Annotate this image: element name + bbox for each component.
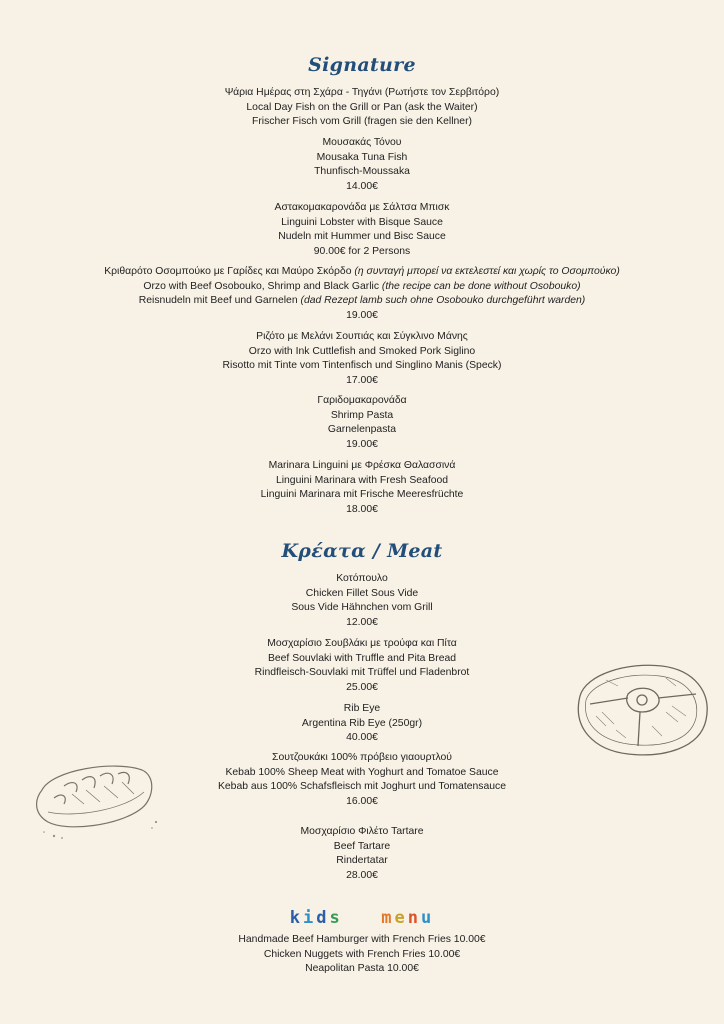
- item-german: Linguini Marinara mit Frische Meeresfrüchte: [260, 489, 464, 501]
- item-greek: Κοτόπουλο: [336, 573, 388, 584]
- item-german: Nudeln mit Hummer und Bisc Sauce: [278, 231, 446, 243]
- item-price: 25.00€: [346, 681, 378, 693]
- item-price: 19.00€: [346, 309, 378, 321]
- kids-letter: i: [303, 908, 317, 928]
- item-english: Mousaka Tuna Fish: [316, 151, 408, 163]
- item-price: 28.00€: [346, 869, 378, 881]
- item-english: Linguini Lobster with Bisque Sauce: [281, 216, 443, 228]
- item-english-line: [0, 280, 724, 295]
- item-english: Shrimp Pasta: [330, 409, 394, 421]
- menu-item: [0, 86, 724, 130]
- item-price: 40.00€: [346, 732, 378, 744]
- item-greek: Γαριδομακαρονάδα: [317, 395, 407, 406]
- menu-letter: n: [407, 908, 421, 928]
- item-german: Rindfleisch-Souvlaki mit Trüffel und Fladenbrot: [254, 667, 470, 679]
- menu-item: [0, 265, 724, 323]
- item-price: 18.00€: [346, 503, 378, 515]
- item-price: 19.00€: [346, 438, 378, 450]
- signature-title: Signature: [308, 54, 416, 76]
- menu-item: [0, 572, 724, 630]
- item-greek: Μοσχαρίσιο Σουβλάκι με τρούφα και Πίτα: [267, 638, 457, 649]
- item-greek: Αστακομακαρονάδα με Σάλτσα Μπισκ: [274, 202, 450, 213]
- kids-item: Chicken Nuggets with French Fries 10.00€: [263, 948, 461, 960]
- menu-letter: m: [381, 908, 395, 928]
- item-german: Garnelenpasta: [327, 424, 397, 436]
- item-price: 12.00€: [346, 616, 378, 628]
- item-english: Argentina Rib Eye (250gr): [301, 717, 423, 729]
- meat-title: Κρέατα / Meat: [281, 540, 443, 562]
- item-german: Kebab aus 100% Schafsfleisch mit Joghurt und Tomatensauce: [217, 781, 507, 793]
- item-english: Linguini Marinara with Fresh Seafood: [275, 474, 449, 486]
- kids-letter: k: [289, 908, 303, 928]
- menu-letter: u: [421, 908, 435, 928]
- kids-letter: d: [316, 908, 330, 928]
- item-german: Risotto mit Tinte vom Tintenfisch und Singlino Manis (Speck): [222, 360, 502, 372]
- item-greek: Rib Eye: [343, 703, 381, 714]
- item-greek: Κριθαρότο Οσομπούκο με Γαρίδες και Μαύρο Σκόρδο: [104, 266, 352, 277]
- item-greek: Ψάρια Ημέρας στη Σχάρα - Τηγάνι (Ρωτήστε τον Σερβιτόρο): [224, 87, 500, 98]
- item-german: Rindertatar: [336, 855, 388, 867]
- item-english: Beef Tartare: [333, 840, 391, 852]
- item-english-note: (the recipe can be done without Osobouko): [381, 280, 581, 292]
- kids-menu-title: [0, 908, 724, 928]
- menu-item: [0, 459, 724, 517]
- item-german: Sous Vide Hähnchen vom Grill: [291, 602, 433, 614]
- item-greek-note: (η συνταγή μπορεί να εκτελεστεί και χωρίς το Οσομπούκο): [354, 266, 620, 277]
- menu-item: [0, 330, 724, 388]
- item-price: 14.00€: [346, 180, 378, 192]
- item-german: Reisnudeln mit Beef und Garnelen: [138, 295, 298, 307]
- item-english: Beef Souvlaki with Truffle and Pita Bread: [267, 652, 457, 664]
- kids-menu-list: [0, 933, 724, 977]
- item-greek: Μοσχαρίσιο Φιλέτο Tartare: [300, 826, 424, 837]
- menu-item: [0, 394, 724, 452]
- item-english: Kebab 100% Sheep Meat with Yoghurt and Tomatoe Sauce: [225, 766, 499, 778]
- item-german-note: (dad Rezept lamb such ohne Osobouko durchgeführt warden): [300, 295, 586, 307]
- menu-item: [0, 136, 724, 194]
- item-english: Local Day Fish on the Grill or Pan (ask the Waiter): [246, 101, 478, 113]
- item-greek: Ριζότο με Μελάνι Σουπιάς και Σύγκλινο Μάνης: [256, 331, 468, 342]
- menu-item: [0, 201, 724, 259]
- kids-letter: s: [329, 908, 343, 928]
- item-greek: Marinara Linguini με Φρέσκα Θαλασσινά: [268, 460, 456, 471]
- menu-letter: e: [394, 908, 408, 928]
- item-english: Orzo with Ink Cuttlefish and Smoked Pork Siglino: [248, 345, 476, 357]
- item-greek: Σουτζουκάκι 100% πρόβειο γιαουρτλού: [272, 752, 452, 763]
- item-greek-line: [0, 265, 724, 280]
- item-german: Thunfisch-Moussaka: [314, 166, 410, 178]
- item-german: Frischer Fisch vom Grill (fragen sie den Kellner): [252, 116, 472, 128]
- item-english: Chicken Fillet Sous Vide: [305, 587, 419, 599]
- item-price: 17.00€: [346, 374, 378, 386]
- kids-item: Handmade Beef Hamburger with French Fries 10.00€: [238, 934, 486, 945]
- baguette-sketch-icon: [24, 752, 164, 842]
- tbone-steak-sketch-icon: [566, 656, 718, 762]
- item-price: 90.00€ for 2 Persons: [313, 245, 411, 257]
- item-english: Orzo with Beef Osobouko, Shrimp and Black Garlic: [143, 280, 380, 292]
- item-german-line: [0, 294, 724, 309]
- item-greek: Μουσακάς Τόνου: [322, 137, 402, 148]
- kids-item: Neapolitan Pasta 10.00€: [305, 963, 419, 975]
- item-price: 16.00€: [346, 795, 378, 807]
